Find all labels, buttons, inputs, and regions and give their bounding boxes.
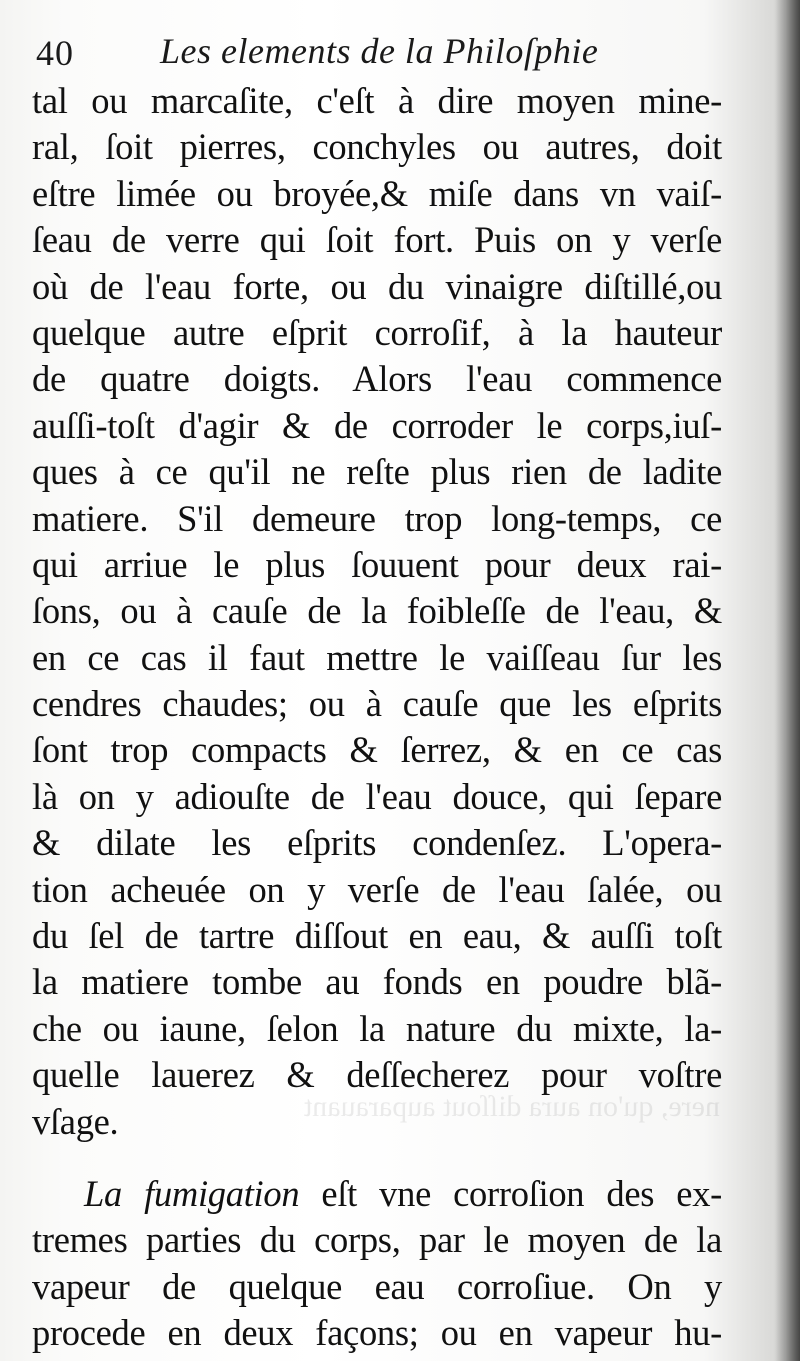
paragraph-gap [32,1145,722,1171]
text-line: ſeau de verre qui ſoit fort. Puis on y verſe [32,219,722,261]
page-gutter-shadow [774,0,800,1361]
text-line: là on y adiouſte de l'eau douce, qui ſepare [32,775,722,817]
text-line: quelque autre eſprit corroſif, à la hauteur [32,311,722,353]
text-line: auſſi-toſt d'agir & de corroder le corps,iuſ- [32,404,722,446]
text-line: ſons, ou à cauſe de la foibleſſe de l'eau, & [32,590,722,632]
body-text [32,78,722,1357]
text-line-first [32,1171,722,1217]
text-line: vapeur de quelque eau corroſiue. On y [32,1265,722,1307]
text-line: ques à ce qu'il ne reſte plus rien de ladite [32,451,722,493]
text-line: quelle lauerez & deſſecherez pour voſtre [32,1054,722,1096]
text-line: tremes parties du corps, par le moyen de la [32,1219,722,1261]
text-line: de quatre doigts. Alors l'eau commence [32,358,722,400]
running-head [36,22,736,78]
text-line: vſage. [32,1100,119,1142]
text-line: cendres chaudes; ou à cauſe que les eſprits [32,683,722,725]
text-fragment: eſt vne corroſion des ex- [299,1172,722,1214]
text-line: che ou iaune, ſelon la nature du mixte, la- [32,1007,722,1049]
text-line: qui arriue le plus ſouuent pour deux rai- [32,543,722,585]
running-title: Les elements de la Philoſphie [160,31,599,71]
text-line: procede en deux façons; ou en vapeur hu- [32,1312,722,1354]
text-line: la matiere tombe au fonds en poudre blã- [32,961,722,1003]
text-line: tal ou marcaſite, c'eſt à dire moyen mine- [32,80,722,121]
text-line: du ſel de tartre diſſout en eau, & auſſi toſt [32,915,722,957]
text-line: ſont trop compacts & ſerrez, & en ce cas [32,729,722,771]
show-through-text: nere, qu'on aura diſſout auparauant [303,1090,720,1123]
text-line: où de l'eau forte, ou du vinaigre diſtillé,ou [32,265,722,307]
defined-term: La fumigation [84,1172,300,1214]
text-line: en ce cas il faut mettre le vaiſſeau ſur les [32,636,722,678]
page-number: 40 [36,33,74,73]
text-line: tion acheuée on y verſe de l'eau ſalée, ou [32,868,722,910]
text-line: & dilate les eſprits condenſez. L'opera- [32,822,722,864]
text-line: matiere. S'il demeure trop long-temps, ce [32,497,722,539]
text-line: eſtre limée ou broyée,& miſe dans vn vaiſ- [32,172,722,214]
text-line: ral, ſoit pierres, conchyles ou autres, doit [32,126,722,168]
